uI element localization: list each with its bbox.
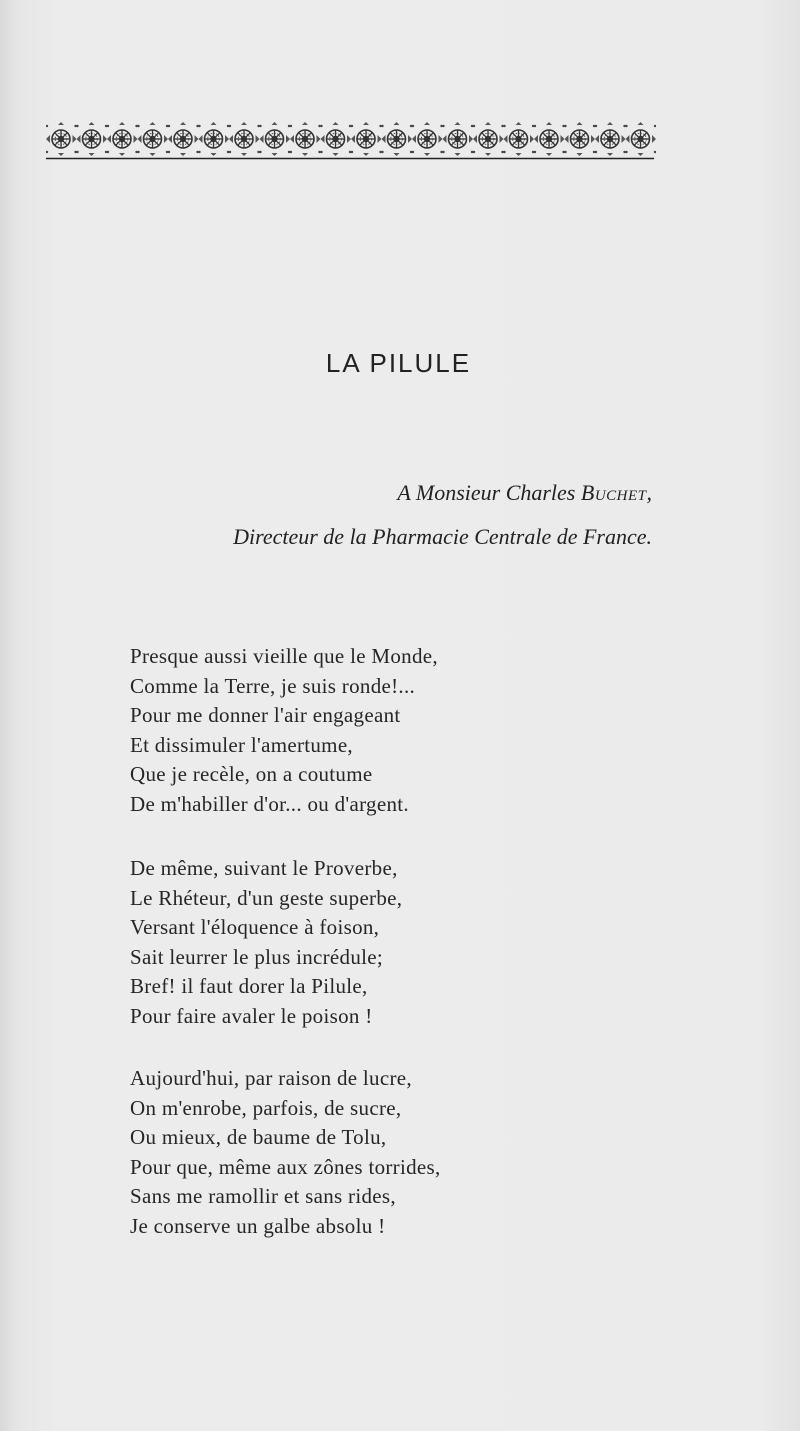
verse-line: Pour me donner l'air engageant: [130, 703, 401, 727]
stanza-1: [130, 642, 438, 819]
dedication-line-2: Directeur de la Pharmacie Centrale de France.: [233, 524, 652, 549]
verse-line: Que je recèle, on a coutume: [130, 762, 373, 786]
verse-line: Je conserve un galbe absolu !: [130, 1213, 386, 1238]
verse-line: On m'enrobe, parfois, de sucre,: [130, 1095, 402, 1120]
stanza-3: [130, 1064, 441, 1241]
floral-border-ornament-icon: [46, 122, 656, 164]
verse-line: Pour faire avaler le poison !: [130, 1003, 373, 1028]
verse-line: Versant l'éloquence à foison,: [130, 915, 380, 939]
verse-line: De même, suivant le Proverbe,: [130, 856, 398, 880]
verse-line: Aujourd'hui, par raison de lucre,: [130, 1066, 412, 1090]
verse-line: Ou mieux, de baume de Tolu,: [130, 1125, 387, 1149]
verse-line: Sans me ramollir et sans rides,: [130, 1184, 396, 1208]
verse-line: Et dissimuler l'amertume,: [130, 732, 353, 757]
dedication-line-1: A Monsieur Charles Buchet,: [397, 480, 652, 505]
verse-line: Pour que, même aux zônes torrides,: [130, 1154, 441, 1179]
dedication-name: Buchet: [580, 480, 647, 505]
verse-line: Le Rhéteur, d'un geste superbe,: [130, 885, 403, 910]
verse-line: Comme la Terre, je suis ronde!...: [130, 673, 416, 698]
stanza-2: [130, 854, 402, 1031]
verse-line: Bref! il faut dorer la Pilule,: [130, 974, 368, 998]
poem-title: LA PILULE: [325, 348, 472, 378]
verse-line: Presque aussi vieille que le Monde,: [130, 644, 438, 668]
verse-line: Sait leurrer le plus incrédule;: [130, 944, 384, 969]
verse-line: De m'habiller d'or... ou d'argent.: [130, 791, 409, 816]
